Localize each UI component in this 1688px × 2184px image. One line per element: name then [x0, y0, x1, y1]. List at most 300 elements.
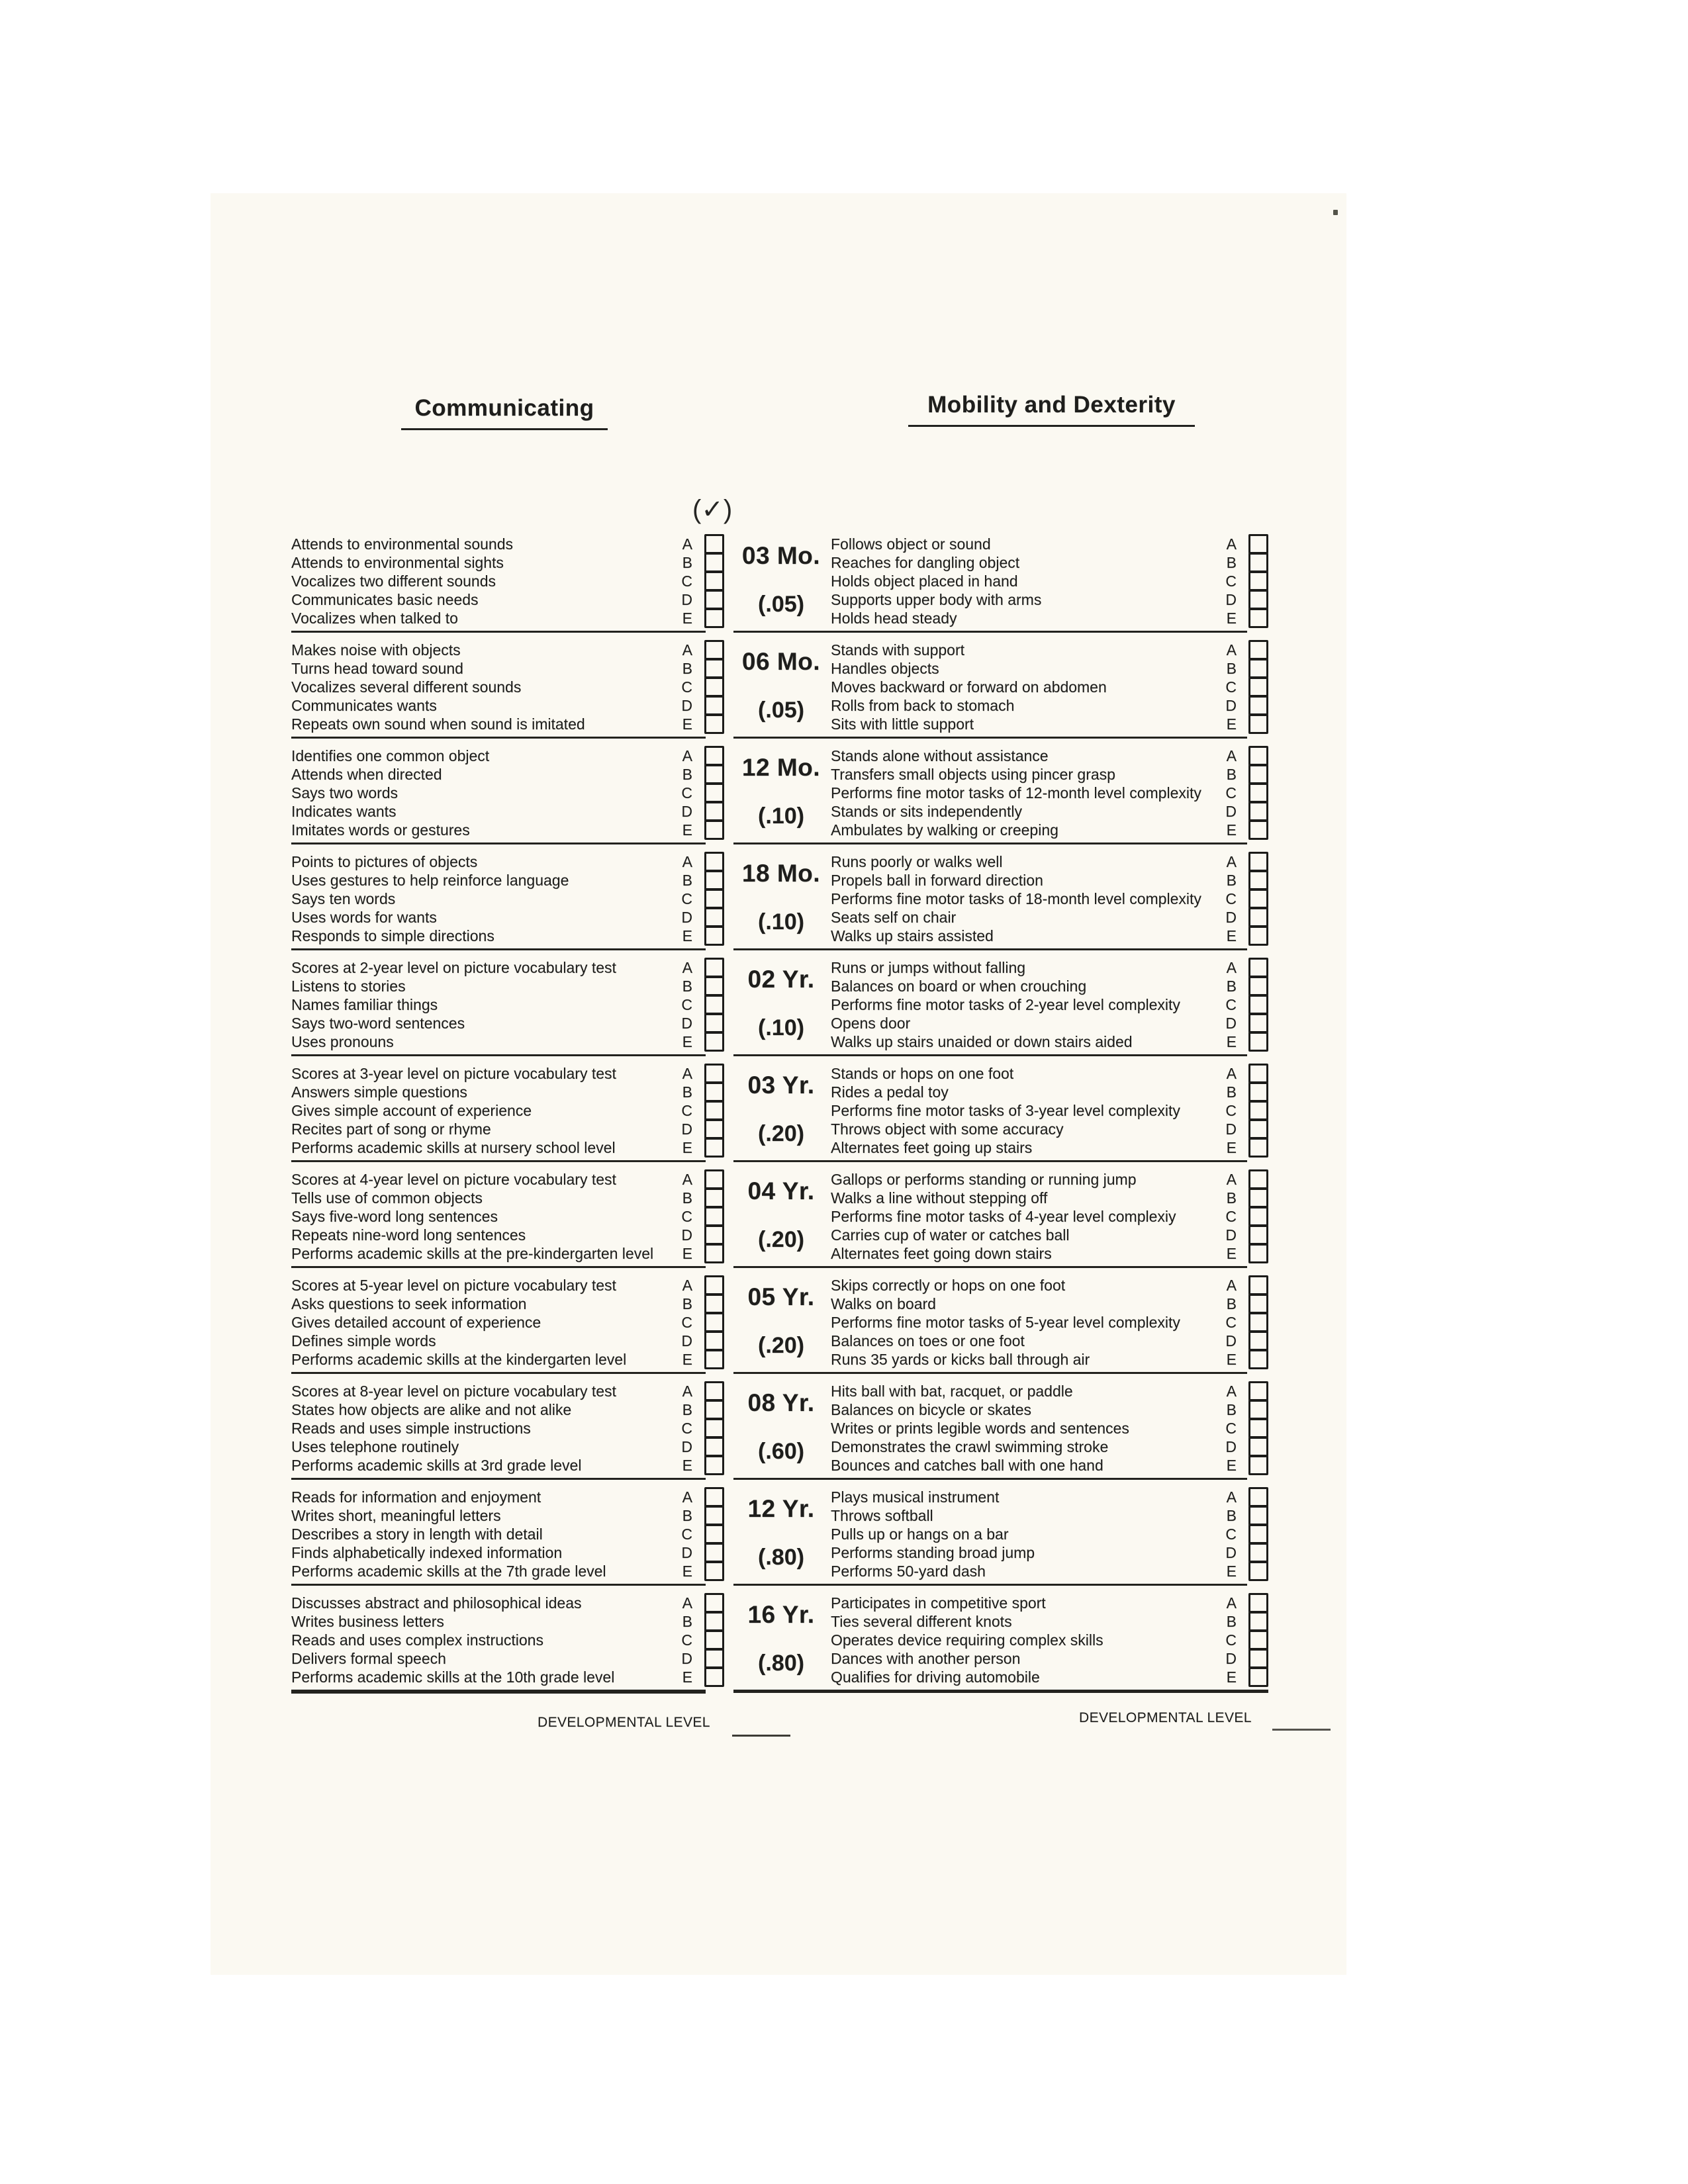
- separator-line-left: [291, 1054, 706, 1056]
- checkbox-left-d[interactable]: [704, 1013, 724, 1033]
- row-letter-right: C: [1225, 1631, 1237, 1649]
- skill-label-right: Walks up stairs unaided or down stairs aided: [831, 1033, 1133, 1050]
- separator-line-left: [291, 1690, 706, 1694]
- row-letter-right: B: [1226, 1189, 1237, 1206]
- row-letter-left: C: [681, 890, 692, 907]
- checkbox-right-e[interactable]: [1248, 714, 1268, 734]
- separator-line-right: [733, 1690, 1268, 1693]
- separator-line-right: [733, 842, 1247, 844]
- separator-line-left: [291, 1372, 706, 1374]
- checkbox-left-e[interactable]: [704, 1455, 724, 1475]
- row-letter-right: B: [1226, 1507, 1237, 1524]
- checkbox-right-c[interactable]: [1248, 783, 1268, 803]
- age-label: 03 Yr.: [747, 1071, 815, 1099]
- checkbox-right-a[interactable]: [1248, 852, 1268, 872]
- checkbox-left-d[interactable]: [704, 1119, 724, 1139]
- checkbox-right-c[interactable]: [1248, 995, 1268, 1015]
- checkbox-right-b[interactable]: [1248, 976, 1268, 996]
- age-group-9: [0, 1382, 1688, 1488]
- weight-label: (.80): [758, 1651, 804, 1676]
- checkbox-left-d[interactable]: [704, 1331, 724, 1351]
- skill-label-left: Attends to environmental sights: [291, 554, 504, 571]
- checkbox-left-c[interactable]: [704, 1418, 724, 1438]
- checkbox-left-c[interactable]: [704, 571, 724, 591]
- skill-label-left: Communicates basic needs: [291, 591, 479, 608]
- checkbox-right-d[interactable]: [1248, 1225, 1268, 1245]
- skill-label-right: Demonstrates the crawl swimming stroke: [831, 1438, 1109, 1455]
- age-label: 03 Mo.: [741, 542, 821, 569]
- row-letter-left: C: [681, 1208, 692, 1225]
- row-letter-left: E: [682, 1457, 692, 1474]
- checkbox-left-d[interactable]: [704, 907, 724, 927]
- checkbox-right-e[interactable]: [1248, 1667, 1268, 1687]
- developmental-level-label-right: DEVELOPMENTAL LEVEL: [1079, 1710, 1252, 1725]
- age-label: 08 Yr.: [747, 1389, 815, 1416]
- skill-label-right: Follows object or sound: [831, 535, 991, 553]
- row-letter-left: D: [681, 697, 692, 714]
- row-letter-left: C: [681, 1102, 692, 1119]
- checkbox-left-a[interactable]: [704, 1169, 724, 1189]
- checkbox-left-b[interactable]: [704, 659, 724, 678]
- checkbox-right-a[interactable]: [1248, 1169, 1268, 1189]
- skill-label-left: Gives detailed account of experience: [291, 1314, 541, 1331]
- checkbox-left-e[interactable]: [704, 1667, 724, 1687]
- skill-label-right: Handles objects: [831, 660, 939, 677]
- skill-label-left: Tells use of common objects: [291, 1189, 483, 1206]
- skill-label-left: Scores at 3-year level on picture vocabulary test: [291, 1065, 616, 1082]
- age-group-10: [0, 1488, 1688, 1594]
- row-letter-right: E: [1226, 1668, 1237, 1686]
- skill-label-right: Skips correctly or hops on one foot: [831, 1277, 1066, 1294]
- checkbox-left-c[interactable]: [704, 677, 724, 697]
- checkbox-left-c[interactable]: [704, 1524, 724, 1544]
- checkbox-left-b[interactable]: [704, 1188, 724, 1208]
- skill-label-left: Discusses abstract and philosophical ideas: [291, 1594, 582, 1612]
- checkbox-left-e[interactable]: [704, 926, 724, 946]
- checkbox-right-a[interactable]: [1248, 640, 1268, 660]
- checkbox-right-a[interactable]: [1248, 1275, 1268, 1295]
- row-letter-right: B: [1226, 1295, 1237, 1312]
- checkbox-right-e[interactable]: [1248, 1561, 1268, 1581]
- skill-label-left: Uses telephone routinely: [291, 1438, 459, 1455]
- separator-line-right: [733, 1478, 1247, 1480]
- checkbox-left-a[interactable]: [704, 1487, 724, 1507]
- checkbox-right-e[interactable]: [1248, 820, 1268, 840]
- developmental-level-blank-right[interactable]: [1272, 1729, 1331, 1731]
- row-letter-left: B: [682, 1295, 692, 1312]
- skill-label-right: Runs poorly or walks well: [831, 853, 1003, 870]
- row-letter-right: B: [1226, 766, 1237, 783]
- row-letter-left: B: [682, 1613, 692, 1630]
- checkbox-left-a[interactable]: [704, 1593, 724, 1613]
- row-letter-left: D: [681, 1438, 692, 1455]
- checkbox-right-d[interactable]: [1248, 1649, 1268, 1668]
- age-label: 06 Mo.: [741, 648, 821, 675]
- weight-label: (.05): [758, 698, 804, 723]
- row-letter-right: E: [1226, 1033, 1237, 1050]
- skill-label-left: Listens to stories: [291, 978, 406, 995]
- checkbox-right-e[interactable]: [1248, 608, 1268, 628]
- separator-line-left: [291, 1266, 706, 1268]
- row-letter-left: B: [682, 660, 692, 677]
- checkbox-right-c[interactable]: [1248, 1101, 1268, 1120]
- separator-line-left: [291, 948, 706, 950]
- row-letter-left: D: [681, 803, 692, 820]
- skill-label-right: Performs fine motor tasks of 2-year level complexity: [831, 996, 1180, 1013]
- checkbox-left-c[interactable]: [704, 1206, 724, 1226]
- separator-line-right: [733, 1584, 1247, 1586]
- checkbox-right-a[interactable]: [1248, 958, 1268, 978]
- checkbox-left-d[interactable]: [704, 1437, 724, 1457]
- checkbox-right-d[interactable]: [1248, 1437, 1268, 1457]
- checkbox-left-d[interactable]: [704, 590, 724, 610]
- checkbox-right-d[interactable]: [1248, 1013, 1268, 1033]
- skill-label-right: Carries cup of water or catches ball: [831, 1226, 1070, 1244]
- skill-label-right: Pulls up or hangs on a bar: [831, 1525, 1009, 1543]
- checkbox-left-e[interactable]: [704, 1032, 724, 1052]
- checkbox-left-a[interactable]: [704, 746, 724, 766]
- skill-label-left: Indicates wants: [291, 803, 397, 820]
- skill-label-right: Alternates feet going up stairs: [831, 1139, 1033, 1156]
- checkbox-left-e[interactable]: [704, 1244, 724, 1263]
- checkbox-right-c[interactable]: [1248, 1630, 1268, 1650]
- skill-label-left: Uses gestures to help reinforce language: [291, 872, 569, 889]
- weight-label: (.20): [758, 1333, 804, 1358]
- skill-label-right: Balances on bicycle or skates: [831, 1401, 1031, 1418]
- separator-line-right: [733, 948, 1247, 950]
- row-letter-right: A: [1226, 1383, 1237, 1400]
- skill-label-left: Performs academic skills at the pre-kindergarten level: [291, 1245, 654, 1262]
- skill-label-left: Vocalizes two different sounds: [291, 572, 496, 590]
- skill-label-right: Performs fine motor tasks of 18-month level complexity: [831, 890, 1201, 907]
- separator-line-left: [291, 1160, 706, 1162]
- row-letter-right: C: [1225, 996, 1237, 1013]
- skill-label-right: Supports upper body with arms: [831, 591, 1042, 608]
- row-letter-right: D: [1225, 1544, 1237, 1561]
- checkbox-right-b[interactable]: [1248, 1082, 1268, 1102]
- age-label: 04 Yr.: [747, 1177, 815, 1205]
- weight-label: (.10): [758, 909, 804, 934]
- checkbox-left-c[interactable]: [704, 1101, 724, 1120]
- skill-label-left: Performs academic skills at nursery school level: [291, 1139, 616, 1156]
- checkbox-right-e[interactable]: [1248, 1032, 1268, 1052]
- checkbox-left-a[interactable]: [704, 534, 724, 554]
- skill-label-right: Performs fine motor tasks of 3-year level complexity: [831, 1102, 1180, 1119]
- row-letter-right: B: [1226, 872, 1237, 889]
- row-letter-left: B: [682, 1189, 692, 1206]
- row-letter-right: B: [1226, 1083, 1237, 1101]
- skill-label-left: Attends when directed: [291, 766, 442, 783]
- row-letter-left: C: [681, 1314, 692, 1331]
- section-header-mobility-dexterity: Mobility and Dexterity: [908, 392, 1195, 427]
- checkbox-right-e[interactable]: [1248, 1244, 1268, 1263]
- skill-label-left: Says two words: [291, 784, 399, 801]
- checkbox-left-c[interactable]: [704, 995, 724, 1015]
- age-group-4: [0, 852, 1688, 958]
- checkbox-left-e[interactable]: [704, 820, 724, 840]
- checkbox-right-c[interactable]: [1248, 1524, 1268, 1544]
- skill-label-left: Recites part of song or rhyme: [291, 1120, 491, 1138]
- checkbox-right-b[interactable]: [1248, 1612, 1268, 1631]
- skill-label-left: Vocalizes when talked to: [291, 610, 458, 627]
- weight-label: (.60): [758, 1439, 804, 1464]
- row-letter-left: E: [682, 1668, 692, 1686]
- row-letter-right: E: [1226, 1245, 1237, 1262]
- skill-label-right: Seats self on chair: [831, 909, 957, 926]
- skill-label-right: Holds object placed in hand: [831, 572, 1018, 590]
- row-letter-right: B: [1226, 1401, 1237, 1418]
- row-letter-left: E: [682, 1245, 692, 1262]
- skill-label-right: Opens door: [831, 1015, 911, 1032]
- age-label: 16 Yr.: [747, 1601, 815, 1628]
- checkbox-right-b[interactable]: [1248, 659, 1268, 678]
- skill-label-left: Performs academic skills at the kindergarten level: [291, 1351, 627, 1368]
- checkbox-right-b[interactable]: [1248, 1400, 1268, 1420]
- skill-label-left: Responds to simple directions: [291, 927, 494, 944]
- checkbox-left-b[interactable]: [704, 764, 724, 784]
- skill-label-right: Runs 35 yards or kicks ball through air: [831, 1351, 1090, 1368]
- checkbox-right-a[interactable]: [1248, 1593, 1268, 1613]
- skill-label-right: Rolls from back to stomach: [831, 697, 1015, 714]
- checkbox-right-a[interactable]: [1248, 534, 1268, 554]
- checkbox-left-c[interactable]: [704, 1630, 724, 1650]
- checkbox-right-d[interactable]: [1248, 1119, 1268, 1139]
- skill-label-right: Stands or hops on one foot: [831, 1065, 1014, 1082]
- age-label: 12 Mo.: [741, 754, 821, 781]
- row-letter-left: E: [682, 927, 692, 944]
- checkbox-right-c[interactable]: [1248, 1418, 1268, 1438]
- row-letter-right: D: [1225, 803, 1237, 820]
- checkbox-left-a[interactable]: [704, 852, 724, 872]
- checkbox-left-a[interactable]: [704, 1064, 724, 1083]
- age-group-3: [0, 747, 1688, 852]
- skill-label-left: Points to pictures of objects: [291, 853, 478, 870]
- row-letter-left: A: [682, 1277, 692, 1294]
- skill-label-left: Vocalizes several different sounds: [291, 678, 522, 696]
- section-header-communicating: Communicating: [401, 395, 608, 430]
- checkbox-left-b[interactable]: [704, 1400, 724, 1420]
- row-letter-left: A: [682, 1594, 692, 1612]
- checkbox-right-b[interactable]: [1248, 764, 1268, 784]
- checkbox-left-c[interactable]: [704, 889, 724, 909]
- row-letter-right: D: [1225, 909, 1237, 926]
- skill-label-right: Qualifies for driving automobile: [831, 1668, 1040, 1686]
- skill-label-right: Transfers small objects using pincer grasp: [831, 766, 1115, 783]
- skill-label-right: Dances with another person: [831, 1650, 1021, 1667]
- row-letter-right: E: [1226, 610, 1237, 627]
- checkbox-left-d[interactable]: [704, 1225, 724, 1245]
- row-letter-right: D: [1225, 697, 1237, 714]
- checkbox-left-e[interactable]: [704, 714, 724, 734]
- separator-line-left: [291, 737, 706, 739]
- checkbox-right-a[interactable]: [1248, 746, 1268, 766]
- weight-label: (.10): [758, 803, 804, 829]
- skill-label-left: Performs academic skills at the 10th grade level: [291, 1668, 615, 1686]
- checkbox-left-a[interactable]: [704, 958, 724, 978]
- checkbox-right-e[interactable]: [1248, 1138, 1268, 1158]
- row-letter-right: C: [1225, 890, 1237, 907]
- skill-label-right: Performs 50-yard dash: [831, 1563, 986, 1580]
- skill-label-left: Writes short, meaningful letters: [291, 1507, 501, 1524]
- checkbox-left-b[interactable]: [704, 1294, 724, 1314]
- checkbox-right-d[interactable]: [1248, 801, 1268, 821]
- skill-label-right: Sits with little support: [831, 715, 974, 733]
- checkbox-right-a[interactable]: [1248, 1487, 1268, 1507]
- skill-label-right: Alternates feet going down stairs: [831, 1245, 1052, 1262]
- checkbox-right-d[interactable]: [1248, 1543, 1268, 1563]
- row-letter-left: C: [681, 572, 692, 590]
- skill-label-left: Repeats own sound when sound is imitated: [291, 715, 585, 733]
- checkbox-right-b[interactable]: [1248, 553, 1268, 572]
- separator-line-right: [733, 1266, 1247, 1268]
- checkbox-right-b[interactable]: [1248, 870, 1268, 890]
- checkbox-left-b[interactable]: [704, 553, 724, 572]
- skill-label-right: Reaches for dangling object: [831, 554, 1020, 571]
- developmental-level-label-left: DEVELOPMENTAL LEVEL: [538, 1715, 710, 1730]
- skill-label-left: Scores at 8-year level on picture vocabulary test: [291, 1383, 616, 1400]
- skill-label-left: Finds alphabetically indexed information: [291, 1544, 563, 1561]
- skill-label-left: Scores at 5-year level on picture vocabulary test: [291, 1277, 616, 1294]
- checkbox-left-d[interactable]: [704, 801, 724, 821]
- age-group-7: [0, 1170, 1688, 1276]
- checkbox-right-b[interactable]: [1248, 1294, 1268, 1314]
- checkbox-left-b[interactable]: [704, 1082, 724, 1102]
- checkbox-left-d[interactable]: [704, 696, 724, 715]
- skill-label-left: Says two-word sentences: [291, 1015, 465, 1032]
- checkbox-left-b[interactable]: [704, 976, 724, 996]
- checkbox-left-a[interactable]: [704, 1381, 724, 1401]
- checkbox-left-e[interactable]: [704, 1349, 724, 1369]
- row-letter-left: A: [682, 535, 692, 553]
- checkbox-right-d[interactable]: [1248, 907, 1268, 927]
- row-letter-left: E: [682, 1139, 692, 1156]
- row-letter-right: A: [1226, 1594, 1237, 1612]
- skill-label-right: Performs standing broad jump: [831, 1544, 1035, 1561]
- row-letter-left: A: [682, 641, 692, 659]
- row-letter-right: D: [1225, 1120, 1237, 1138]
- row-letter-right: D: [1225, 1015, 1237, 1032]
- row-letter-left: E: [682, 1563, 692, 1580]
- row-letter-right: B: [1226, 978, 1237, 995]
- separator-line-right: [733, 1372, 1247, 1374]
- skill-label-left: Delivers formal speech: [291, 1650, 446, 1667]
- checkbox-left-c[interactable]: [704, 1312, 724, 1332]
- skill-label-right: Walks a line without stepping off: [831, 1189, 1048, 1206]
- checkbox-right-a[interactable]: [1248, 1064, 1268, 1083]
- row-letter-right: D: [1225, 1226, 1237, 1244]
- row-letter-right: B: [1226, 1613, 1237, 1630]
- checkbox-right-a[interactable]: [1248, 1381, 1268, 1401]
- skill-label-right: Bounces and catches ball with one hand: [831, 1457, 1103, 1474]
- skill-label-left: States how objects are alike and not alike: [291, 1401, 572, 1418]
- skill-label-right: Stands or sits independently: [831, 803, 1022, 820]
- checkbox-right-e[interactable]: [1248, 926, 1268, 946]
- weight-label: (.05): [758, 592, 804, 617]
- skill-label-left: Reads and uses simple instructions: [291, 1420, 531, 1437]
- skill-label-right: Walks up stairs assisted: [831, 927, 994, 944]
- checkbox-left-b[interactable]: [704, 1506, 724, 1525]
- checkbox-right-d[interactable]: [1248, 696, 1268, 715]
- row-letter-left: D: [681, 1226, 692, 1244]
- separator-line-right: [733, 1054, 1247, 1056]
- checkbox-left-d[interactable]: [704, 1543, 724, 1563]
- checkbox-left-b[interactable]: [704, 870, 724, 890]
- separator-line-left: [291, 631, 706, 633]
- skill-label-right: Moves backward or forward on abdomen: [831, 678, 1107, 696]
- row-letter-right: C: [1225, 784, 1237, 801]
- skill-label-right: Ties several different knots: [831, 1613, 1012, 1630]
- age-group-6: [0, 1064, 1688, 1170]
- skill-label-left: Scores at 4-year level on picture vocabulary test: [291, 1171, 616, 1188]
- checkbox-right-e[interactable]: [1248, 1455, 1268, 1475]
- skill-label-right: Performs fine motor tasks of 5-year level complexity: [831, 1314, 1180, 1331]
- skill-label-left: Says five-word long sentences: [291, 1208, 498, 1225]
- row-letter-right: A: [1226, 1277, 1237, 1294]
- row-letter-right: B: [1226, 554, 1237, 571]
- checkbox-left-e[interactable]: [704, 608, 724, 628]
- skill-label-right: Throws object with some accuracy: [831, 1120, 1064, 1138]
- row-letter-right: D: [1225, 1332, 1237, 1349]
- developmental-level-blank-left[interactable]: [732, 1735, 790, 1737]
- row-letter-left: B: [682, 766, 692, 783]
- skill-label-left: Performs academic skills at 3rd grade level: [291, 1457, 582, 1474]
- separator-line-left: [291, 842, 706, 844]
- checkbox-right-c[interactable]: [1248, 677, 1268, 697]
- row-letter-right: C: [1225, 572, 1237, 590]
- row-letter-left: C: [681, 1631, 692, 1649]
- checkbox-right-c[interactable]: [1248, 1206, 1268, 1226]
- row-letter-left: D: [681, 1332, 692, 1349]
- age-label: 05 Yr.: [747, 1283, 815, 1310]
- row-letter-left: A: [682, 959, 692, 976]
- row-letter-left: B: [682, 872, 692, 889]
- checkbox-right-b[interactable]: [1248, 1506, 1268, 1525]
- checkbox-right-e[interactable]: [1248, 1349, 1268, 1369]
- age-group-1: [0, 535, 1688, 641]
- row-letter-right: A: [1226, 641, 1237, 659]
- row-letter-left: A: [682, 1488, 692, 1506]
- checkbox-right-c[interactable]: [1248, 1312, 1268, 1332]
- skill-label-right: Walks on board: [831, 1295, 936, 1312]
- checkbox-right-c[interactable]: [1248, 571, 1268, 591]
- separator-line-left: [291, 1584, 706, 1586]
- checkbox-right-d[interactable]: [1248, 590, 1268, 610]
- skill-label-right: Balances on toes or one foot: [831, 1332, 1025, 1349]
- checkbox-left-a[interactable]: [704, 640, 724, 660]
- checkbox-right-c[interactable]: [1248, 889, 1268, 909]
- checkbox-left-a[interactable]: [704, 1275, 724, 1295]
- row-letter-right: C: [1225, 678, 1237, 696]
- skill-label-left: Imitates words or gestures: [291, 821, 470, 839]
- checkbox-left-c[interactable]: [704, 783, 724, 803]
- row-letter-left: A: [682, 747, 692, 764]
- checkbox-right-d[interactable]: [1248, 1331, 1268, 1351]
- skill-label-right: Performs fine motor tasks of 4-year level complexiy: [831, 1208, 1176, 1225]
- row-letter-left: A: [682, 1383, 692, 1400]
- row-letter-right: D: [1225, 1650, 1237, 1667]
- checkbox-left-e[interactable]: [704, 1138, 724, 1158]
- row-letter-left: B: [682, 1401, 692, 1418]
- row-letter-left: D: [681, 1544, 692, 1561]
- checkbox-left-e[interactable]: [704, 1561, 724, 1581]
- row-letter-left: D: [681, 1015, 692, 1032]
- row-letter-right: C: [1225, 1314, 1237, 1331]
- checkbox-left-d[interactable]: [704, 1649, 724, 1668]
- row-letter-left: C: [681, 996, 692, 1013]
- checkbox-left-b[interactable]: [704, 1612, 724, 1631]
- skill-label-right: Stands alone without assistance: [831, 747, 1049, 764]
- checkbox-right-b[interactable]: [1248, 1188, 1268, 1208]
